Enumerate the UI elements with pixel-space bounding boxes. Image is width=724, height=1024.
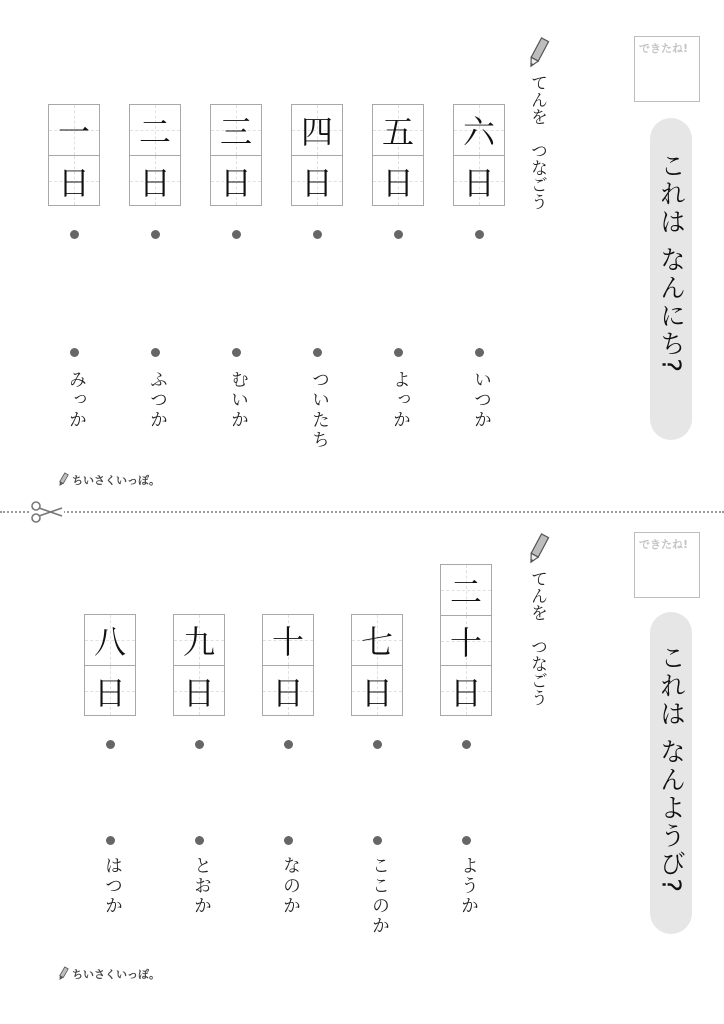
connect-dot-upper[interactable] [232, 230, 241, 239]
page-title: これは なんようび? [655, 644, 686, 895]
connect-dot-lower[interactable] [284, 836, 293, 845]
kanji-card-4 [291, 104, 343, 206]
kanji-cell-bottom: 日 [130, 155, 180, 205]
reading-label: ついたち [309, 370, 330, 450]
kanji-cell-top: 十 [263, 615, 313, 665]
title-banner [650, 118, 692, 440]
reading-label: ようか [458, 856, 479, 916]
reading-label: よっか [390, 370, 411, 430]
connect-dot-upper[interactable] [106, 740, 115, 749]
reading-label: ここのか [369, 856, 390, 936]
instruction-text: てんを つなごう [527, 74, 547, 210]
kanji-card-5 [440, 564, 492, 716]
cut-line [0, 511, 724, 513]
kanji-cell-top: 九 [174, 615, 224, 665]
connect-dot-upper[interactable] [70, 230, 79, 239]
kanji-card-6 [453, 104, 505, 206]
kanji-card-1 [48, 104, 100, 206]
reading-label: いつか [471, 370, 492, 430]
kanji-cell-bottom: 日 [441, 665, 491, 715]
connect-dot-upper[interactable] [284, 740, 293, 749]
connect-dot-upper[interactable] [195, 740, 204, 749]
kanji-card-4 [351, 614, 403, 716]
kanji-cell-bottom: 日 [49, 155, 99, 205]
worksheet-top [0, 0, 724, 508]
instruction-text: てんを つなごう [527, 570, 547, 706]
reading-label: はつか [102, 856, 123, 916]
brand-logo [56, 472, 160, 488]
connect-dot-lower[interactable] [462, 836, 471, 845]
kanji-cell-bottom: 日 [292, 155, 342, 205]
kanji-card-3 [210, 104, 262, 206]
worksheet-bottom [0, 516, 724, 1024]
kanji-cell-top: 四 [292, 105, 342, 155]
done-stamp-label: できたね! [639, 42, 689, 55]
kanji-card-5 [372, 104, 424, 206]
connect-dot-upper[interactable] [394, 230, 403, 239]
kanji-cell-bottom: 日 [174, 665, 224, 715]
reading-label: ふつか [147, 370, 168, 430]
done-stamp-box[interactable] [634, 532, 700, 598]
connect-dot-lower[interactable] [475, 348, 484, 357]
connect-dot-lower[interactable] [373, 836, 382, 845]
connect-dot-lower[interactable] [195, 836, 204, 845]
reading-label: なのか [280, 856, 301, 916]
kanji-cell-top: 二 [130, 105, 180, 155]
title-banner [650, 612, 692, 934]
kanji-cell-bottom: 日 [263, 665, 313, 715]
connect-dot-lower[interactable] [394, 348, 403, 357]
kanji-cell-top: 八 [85, 615, 135, 665]
connect-dot-upper[interactable] [475, 230, 484, 239]
kanji-card-2 [173, 614, 225, 716]
kanji-card-2 [129, 104, 181, 206]
kanji-card-3 [262, 614, 314, 716]
reading-label: とおか [191, 856, 212, 916]
kanji-cell-bottom: 日 [373, 155, 423, 205]
brand-logo [56, 966, 160, 982]
kanji-cell-top: 七 [352, 615, 402, 665]
connect-dot-upper[interactable] [313, 230, 322, 239]
brand-text: ちいさくいっぽ。 [72, 968, 160, 981]
kanji-cell-bottom: 日 [211, 155, 261, 205]
kanji-cell-top: 一 [49, 105, 99, 155]
kanji-cell-top: 五 [373, 105, 423, 155]
kanji-cell-top: 三 [211, 105, 261, 155]
kanji-card-1 [84, 614, 136, 716]
reading-label: むいか [228, 370, 249, 430]
kanji-cell-bottom: 日 [85, 665, 135, 715]
pencil-icon [526, 36, 550, 70]
kanji-cell-top: 六 [454, 105, 504, 155]
connect-dot-lower[interactable] [313, 348, 322, 357]
pencil-icon [526, 532, 550, 566]
reading-label: みっか [66, 370, 87, 430]
pencil-icon [56, 472, 70, 488]
kanji-cell-middle: 十 [441, 615, 491, 665]
connect-dot-lower[interactable] [106, 836, 115, 845]
kanji-cell-bottom: 日 [454, 155, 504, 205]
done-stamp-box[interactable] [634, 36, 700, 102]
done-stamp-label: できたね! [639, 538, 689, 551]
connect-dot-lower[interactable] [232, 348, 241, 357]
connect-dot-lower[interactable] [70, 348, 79, 357]
kanji-cell-bottom: 日 [352, 665, 402, 715]
brand-text: ちいさくいっぽ。 [72, 474, 160, 487]
connect-dot-lower[interactable] [151, 348, 160, 357]
connect-dot-upper[interactable] [462, 740, 471, 749]
connect-dot-upper[interactable] [373, 740, 382, 749]
connect-dot-upper[interactable] [151, 230, 160, 239]
page-title: これは なんにち? [655, 152, 686, 375]
pencil-icon [56, 966, 70, 982]
kanji-cell-top: 二 [441, 565, 491, 615]
